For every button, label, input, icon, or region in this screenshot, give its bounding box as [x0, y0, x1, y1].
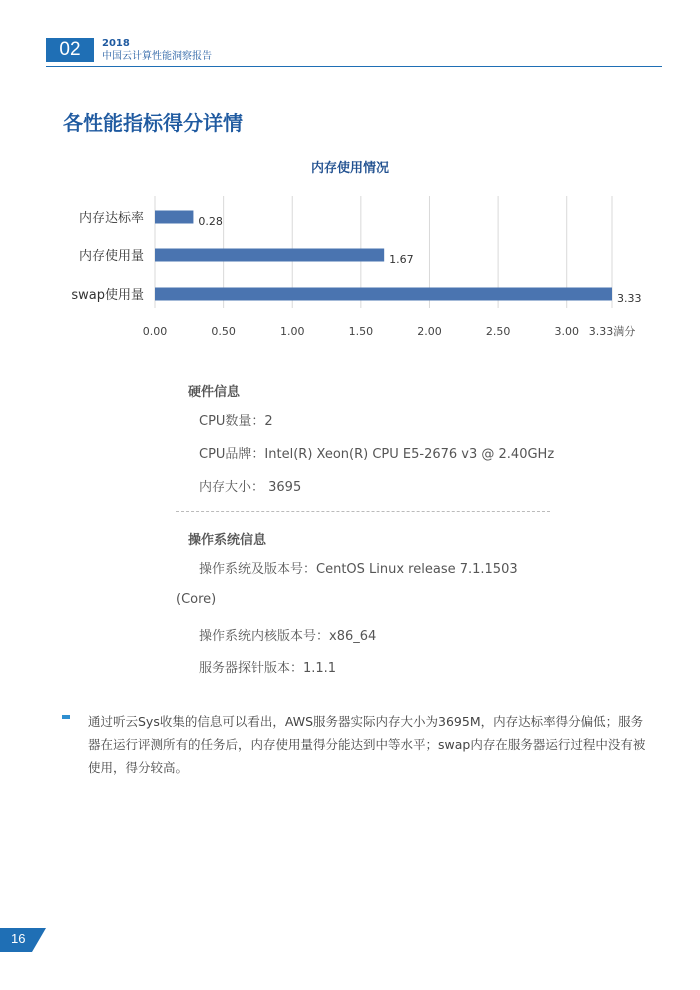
cpu-brand: CPU品牌：Intel(R) Xeon(R) CPU E5-2676 v3 @ 2.40GHz	[199, 447, 555, 462]
x-tick-label: 2.00	[417, 325, 442, 338]
section-title: 各性能指标得分详情	[63, 111, 243, 135]
os-version-continued: (Core)	[176, 592, 217, 607]
data-label: 1.67	[389, 253, 414, 266]
bar	[155, 211, 193, 224]
page-number: 16	[11, 931, 26, 946]
x-tick-label: 0.00	[142, 325, 168, 338]
memory-size: 内存大小： 3695	[199, 480, 302, 495]
x-tick-label: 3.00	[554, 325, 579, 338]
os-version: 操作系统及版本号：CentOS Linux release 7.1.1503	[199, 562, 518, 577]
x-tick-label: 1.00	[279, 325, 305, 338]
cpu-count: CPU数量：2	[199, 414, 273, 429]
report-year: 2018	[102, 38, 130, 49]
data-label: 3.33	[617, 292, 642, 305]
data-label: 0.28	[198, 215, 223, 228]
chapter-number-badge: 02	[46, 38, 94, 62]
category-label: 内存使用量	[78, 249, 144, 264]
x-tick-label: 2.50	[485, 325, 511, 338]
bar	[155, 249, 384, 262]
bullet-icon	[62, 715, 70, 719]
hardware-heading: 硬件信息	[188, 385, 241, 400]
category-label: swap使用量	[71, 288, 144, 303]
x-tick-label: 1.50	[348, 325, 374, 338]
bar-chart	[0, 0, 700, 360]
x-tick-label: 3.33满分	[588, 325, 636, 338]
category-label: 内存达标率	[78, 211, 144, 226]
summary-paragraph: 通过听云Sys收集的信息可以看出，AWS服务器实际内存大小为3695M，内存达标率得分偏低；服务器在运行评测所有的任务后，内存使用量得分能达到中等水平；swap内存在服务器运行过程中没有被使用，得分较高。	[88, 714, 646, 775]
bar	[155, 288, 612, 301]
probe-version: 服务器探针版本：1.1.1	[199, 661, 337, 676]
os-heading: 操作系统信息	[188, 533, 267, 548]
info-divider	[176, 511, 550, 512]
os-kernel: 操作系统内核版本号：x86_64	[199, 629, 377, 644]
report-title: 中国云计算性能洞察报告	[102, 51, 212, 62]
x-tick-label: 0.50	[211, 325, 236, 338]
chart-title: 内存使用情况	[310, 161, 389, 176]
